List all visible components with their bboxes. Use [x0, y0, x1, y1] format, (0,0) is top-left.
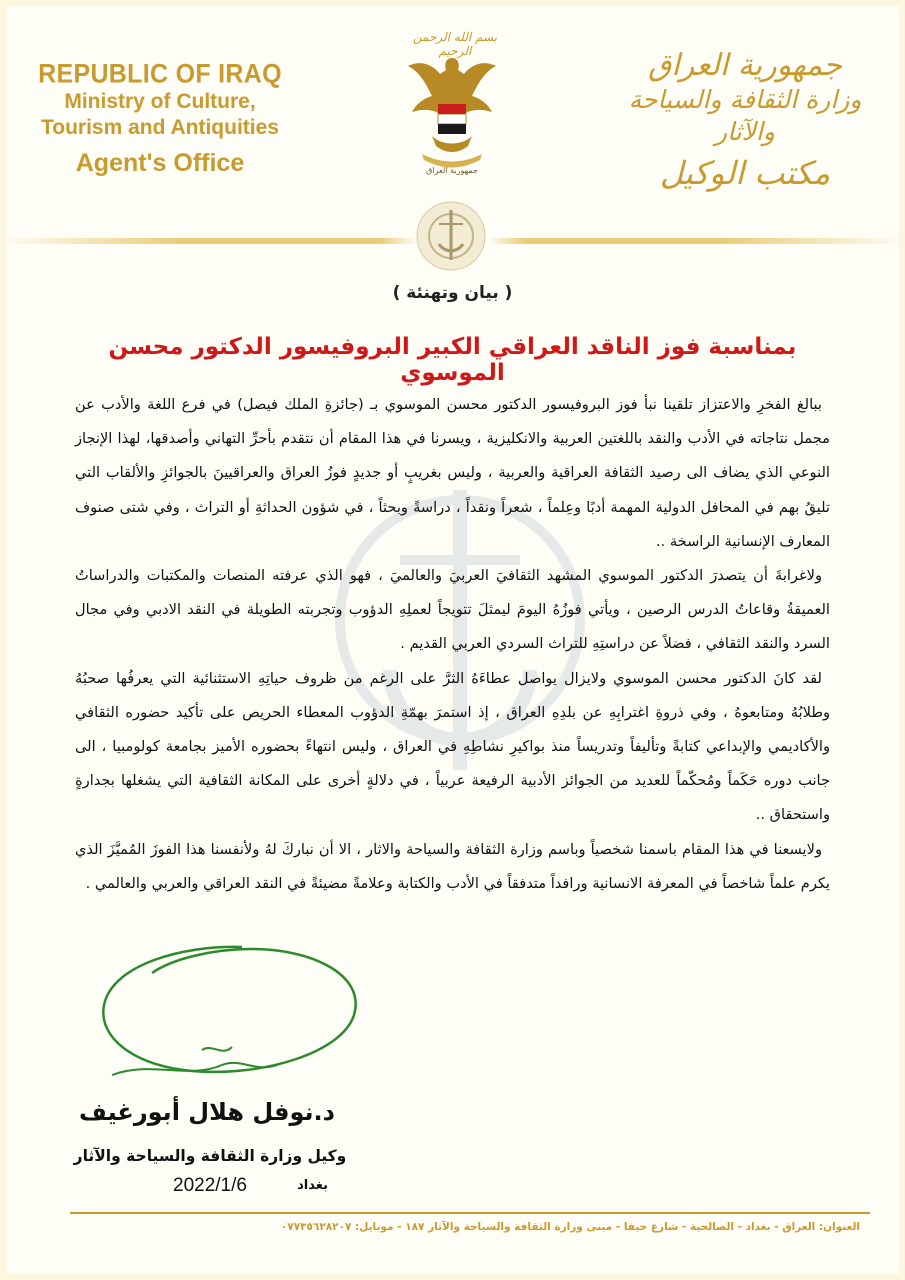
body-paragraph-1: ببالغ الفخرِ والاعتزاز تلقينا نبأ فوز البروفيسور الدكتور محسن الموسوي بـ (جائزةِ الملك فيصل) في فرع اللغة والأدب عن مجمل نتاجاته في الأدب والنقد باللغتين العربية والانكليزية ، ويسرنا في هذا المقام أن نتقدم بأحرِّ التهاني وأصدقها، لهذا الإنجاز النوعي الذي يضاف الى رصيد الثقافة العراقية والعربية ، وليس بغريبٍ أو جديدٍ فوزُ العراق والعراقيينَ بالجوائزِ والألقاب التي تليقُ بهم في المحافل الدولية المهمة أدبًا وعِلماً ، شعراً ونقداً ، دراسةً وبحثاً ، في شؤون الحداثةِ أو التراث ، وفي شتى صنوف المعارف الإنسانية الراسخة ..: [75, 396, 830, 550]
header-english-ministry-2: Tourism and Antiquities: [40, 116, 279, 139]
eagle-caption: جمهورية العراق: [426, 166, 478, 175]
header-english-ministry-1: Ministry of Culture,: [64, 90, 256, 113]
header-divider: [0, 238, 905, 244]
signatory-title: وكيل وزارة الثقافة والسياحة والآثار: [73, 1147, 347, 1165]
ministry-logo-icon: [415, 200, 487, 272]
header-arabic: [625, 48, 865, 198]
body-paragraph-2: ولاغرابةَ أن يتصدرَ الدكتور الموسوي المشهد الثقافيَ العربيَ والعالميَ ، فهو الذي عرفته المنصات والمكتبات والدراساتُ العميقةُ وقاعاتُ الدرس الرصين ، ويأتي فوزُهُ اليومَ ليمثلَ تتويجاً لعملِهِ الدؤوب وتجربته الطويلة في النقد الادبي وفي مجال السرد والنقد الثقافي ، فضلاً عن دراستِهِ للتراث السردي العربي القديم .: [75, 567, 830, 653]
body-paragraph-3: لقد كانَ الدكتور محسن الموسوي ولايزال يواصل عطاءَهُ الثرَّ على الرغم من ظروف حياتِهِ الاستثنائية التي يعرفُها صحبُهُ وطلابُهُ ومتابعوهُ ، وفي ذروةِ اغترابِهِ عن بلدِهِ العراق ، إذ استمرَ بهمّةِ الدؤوب المعطاء الحريص على تأكيد حضوره الثقافي والأكاديمي والإبداعي كتابةً وتأليفاً وتدريساً منذ بواكيرِ نشاطِهِ في العراق ، وليس انتهاءً بحضوره الأميز بجامعة كولومبيا ، الى جانب دوره حَكَماً ومُحكّماً للعديد من الجوائز الأدبية الرفيعة عربياً ، في دلالةٍ أخرى على المكانة الثقافية التي يشغلها بجدارةٍ واستحقاق ..: [75, 669, 830, 824]
handwritten-signature-icon: [92, 925, 382, 1100]
statement-heading: بمناسبة فوز الناقد العراقي الكبير البروفيسور الدكتور محسن الموسوي: [108, 334, 797, 386]
body-paragraph-4: ولايسعنا في هذا المقام باسمنا شخصياً وباسم وزارة الثقافة والسياحة والاثار ، الا أن نباركَ لهُ ولأنفسنا هذا الفوزَ المُميَّزَ الذي يكرم علماً شاخصاً في المعرفة الانسانية ورافداً متدفقاً في الأدب والكتابة وعلامةً مضيئةً في النقد العراقي والعربي والعالمي .: [75, 840, 830, 892]
header-arabic-country: جمهورية العراق: [648, 48, 842, 83]
header-arabic-ministry: وزارة الثقافة والسياحة والآثار: [628, 85, 862, 146]
statement-title: ( بيان وتهنئة ): [392, 283, 513, 303]
statement-body: [75, 388, 830, 901]
header-arabic-office: مكتب الوكيل: [659, 154, 831, 192]
signature-date: 2022/1/6: [173, 1175, 247, 1196]
footer-divider: [70, 1212, 870, 1214]
header-english-office: Agent's Office: [75, 149, 245, 177]
basmala: بسم الله الرحمن الرحيم: [412, 30, 498, 58]
signatory-name: د.نوفل هلال أبورغيف: [79, 1098, 335, 1126]
signature-place: بغداد: [297, 1178, 328, 1193]
footer-address: العنوان: العراق - بغداد - الصالحية - شارع حيفا - مبنى وزارة الثقافة والسياحة والآثار ١٨٧ - موبايل: ٠٧٧٣٥٦٢٨٢٠٧: [280, 1221, 860, 1233]
header-english-country: REPUBLIC OF IRAQ: [38, 58, 282, 90]
header-english: [30, 60, 290, 178]
